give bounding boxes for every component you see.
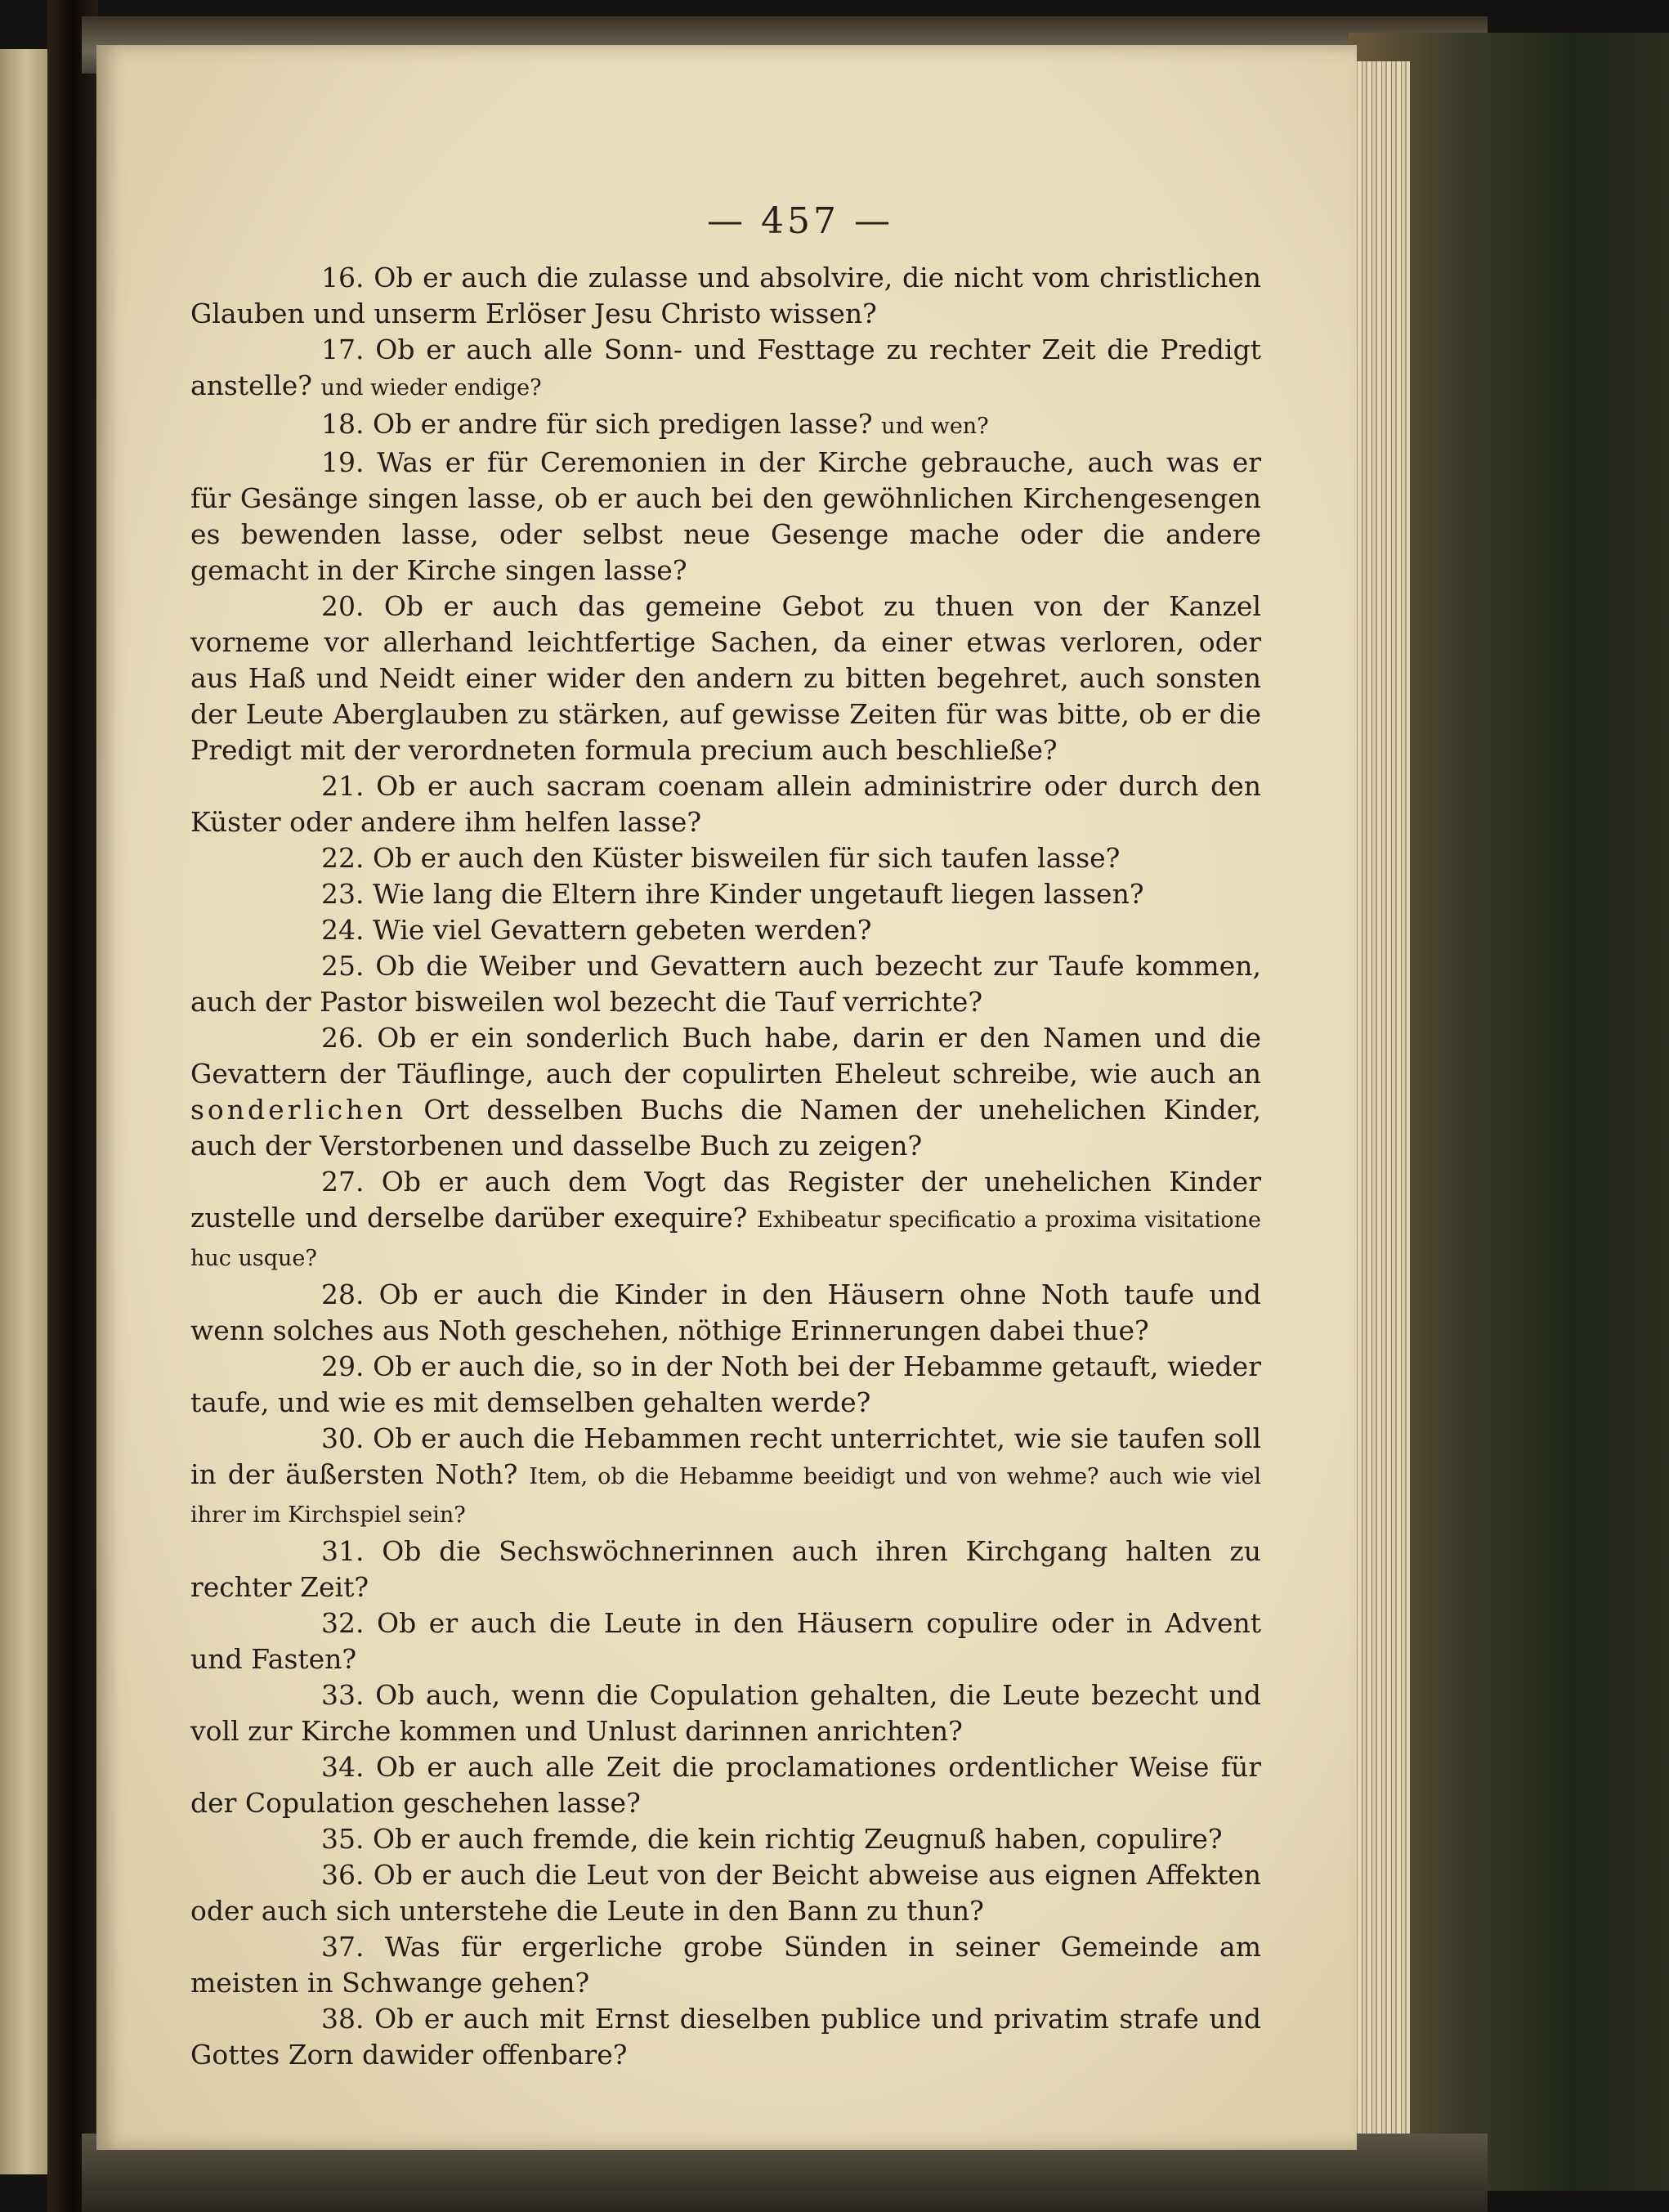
question-21 [190, 768, 1261, 840]
question-text: 28. Ob er auch die Kinder in den Häusern ohne Noth taufe und wenn solches aus Noth geschehen, nöthige Erinnerungen dabei thue? [190, 1278, 1261, 1346]
page-stack-edges [1353, 61, 1410, 2154]
question-text: 16. Ob er auch die zulasse und absolvire, die nicht vom christlichen Glauben und unserm Erlöser Jesu Christo wissen? [190, 262, 1261, 329]
page-number: — 457 — [707, 200, 893, 242]
question-text: 25. Ob die Weiber und Gevattern auch bezecht zur Taufe kommen, auch der Pastor bisweilen wol bezecht die Tauf verrichte? [190, 950, 1261, 1018]
question-23 [190, 876, 1261, 912]
emphasized-word: sonderlichen [190, 1094, 407, 1126]
question-text: 22. Ob er auch den Küster bisweilen für sich taufen lasse? [321, 842, 1121, 874]
question-text: 23. Wie lang die Eltern ihre Kinder ungetauft liegen lassen? [321, 878, 1144, 910]
question-annotation: und wieder endige? [320, 375, 542, 401]
question-29 [190, 1349, 1261, 1421]
question-25 [190, 948, 1261, 1020]
question-31 [190, 1534, 1261, 1605]
question-32 [190, 1605, 1261, 1677]
question-text: 26. Ob er ein sonderlich Buch habe, darin er den Namen und die Gevattern der Täuflinge, auch der copulirten Eheleut schreibe, wie auch an [190, 1022, 1261, 1090]
question-text: 36. Ob er auch die Leut von der Beicht abweise aus eignen Affekten oder auch sich unterstehe die Leute in den Bann zu thun? [190, 1859, 1261, 1927]
question-text: 17. Ob er auch alle Sonn- und Festtage zu rechter Zeit die Predigt anstelle? [190, 334, 1261, 401]
question-text: 18. Ob er andre für sich predigen lasse? [321, 408, 873, 440]
question-36 [190, 1857, 1261, 1929]
question-17 [190, 332, 1261, 406]
question-22 [190, 840, 1261, 876]
question-text: 33. Ob auch, wenn die Copulation gehalten, die Leute bezecht und voll zur Kirche kommen und Unlust darinnen anrichten? [190, 1679, 1261, 1747]
question-text: 34. Ob er auch alle Zeit die proclamationes ordentlicher Weise für der Copulation geschehen lasse? [190, 1751, 1261, 1819]
question-text: 29. Ob er auch die, so in der Noth bei der Hebamme getauft, wieder taufe, und wie es mit demselben gehalten werde? [190, 1350, 1261, 1418]
question-text: 19. Was er für Ceremonien in der Kirche gebrauche, auch was er für Gesänge singen lasse, ob er auch bei den gewöhnlichen Kirchengesengen es bewenden lasse, oder selbst neue Gesenge mache oder die andere gemacht in der Kirche singen lasse? [190, 446, 1261, 586]
question-annotation: und wen? [881, 414, 989, 439]
question-37 [190, 1929, 1261, 2001]
question-27 [190, 1164, 1261, 1277]
question-annotation: Exhibeatur specificatio a proxima visitatione huc usque? [190, 1207, 1261, 1271]
facing-page-edge [0, 49, 47, 2174]
question-30 [190, 1421, 1261, 1534]
question-20 [190, 589, 1261, 768]
question-text-continued: Ort desselben Buchs die Namen der unehelichen Kinder, auch der Verstorbenen und dasselbe Buch zu zeigen? [190, 1094, 1261, 1162]
question-text: 31. Ob die Sechswöchnerinnen auch ihren Kirchgang halten zu rechter Zeit? [190, 1535, 1261, 1603]
book-gutter [47, 0, 98, 2212]
question-text: 27. Ob er auch dem Vogt das Register der unehelichen Kinder zustelle und derselbe darüber exequire? [190, 1166, 1261, 1234]
question-24 [190, 912, 1261, 948]
question-38 [190, 2001, 1261, 2073]
book-page [96, 45, 1357, 2150]
question-text: 32. Ob er auch die Leute in den Häusern copulire oder in Advent und Fasten? [190, 1607, 1261, 1675]
question-text: 24. Wie viel Gevattern gebeten werden? [321, 914, 872, 946]
question-text: 35. Ob er auch fremde, die kein richtig Zeugnuß haben, copulire? [321, 1823, 1223, 1855]
question-text: 37. Was für ergerliche grobe Sünden in seiner Gemeinde am meisten in Schwange gehen? [190, 1931, 1261, 1999]
page-body [190, 260, 1261, 2073]
question-text: 20. Ob er auch das gemeine Gebot zu thuen von der Kanzel vorneme vor allerhand leichtfertige Sachen, da einer etwas verloren, oder aus Haß und Neidt einer wider den andern zu bitten begehret, auch sonsten der Leute Aberglauben zu stärken, auf gewisse Zeiten für was bitte, ob er die Predigt mit der verordneten formula precium auch beschließe? [190, 590, 1261, 766]
question-text: 30. Ob er auch die Hebammen recht unterrichtet, wie sie taufen soll in der äußersten Noth? [190, 1422, 1261, 1490]
question-26 [190, 1020, 1261, 1164]
question-text: 21. Ob er auch sacram coenam allein administrire oder durch den Küster oder andere ihm helfen lasse? [190, 770, 1261, 838]
question-19 [190, 445, 1261, 589]
question-28 [190, 1277, 1261, 1349]
question-16 [190, 260, 1261, 332]
question-text: 38. Ob er auch mit Ernst dieselben publice und privatim strafe und Gottes Zorn dawider offenbare? [190, 2003, 1261, 2071]
question-annotation: Item, ob die Hebamme beeidigt und von wehme? auch wie viel ihrer im Kirchspiel sein? [190, 1464, 1261, 1528]
question-35 [190, 1821, 1261, 1857]
question-34 [190, 1749, 1261, 1821]
question-33 [190, 1677, 1261, 1749]
question-18 [190, 406, 1261, 445]
